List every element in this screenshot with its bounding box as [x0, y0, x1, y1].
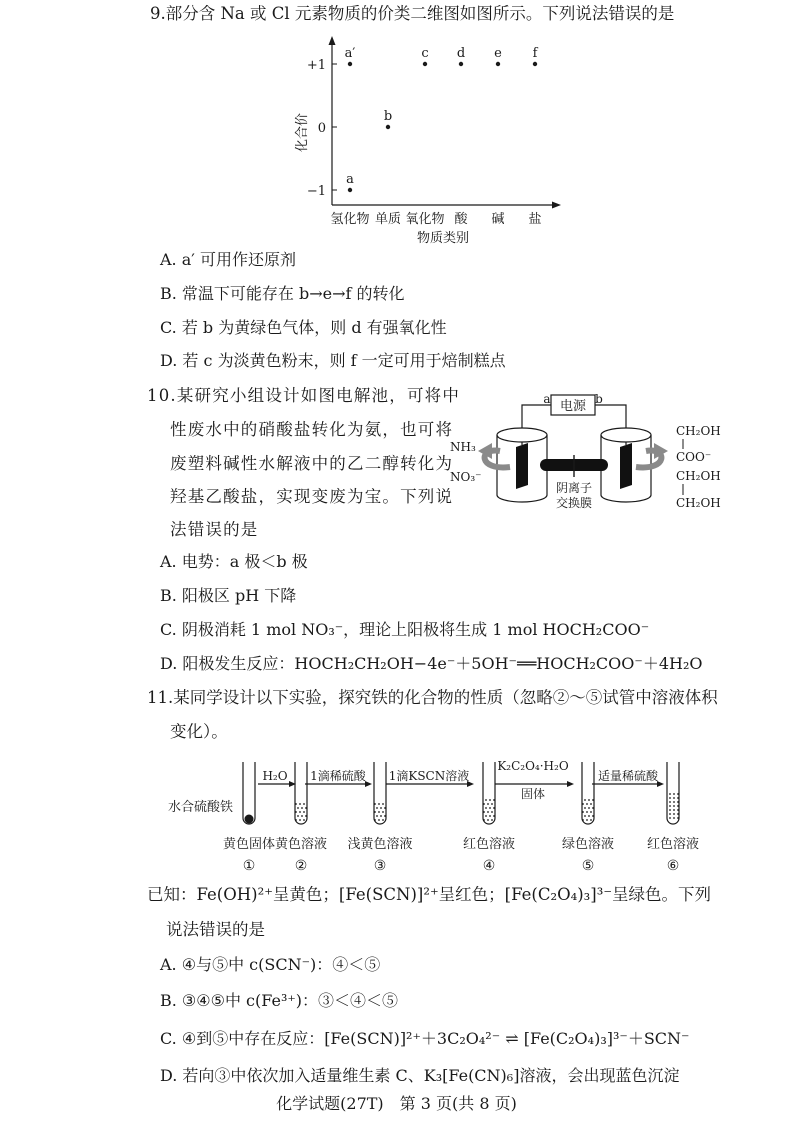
step-arrow-4 — [495, 759, 574, 801]
data-point-label: c — [421, 46, 429, 61]
q9-option-c: C. 若 b 为黄绿色气体，则 d 有强氧化性 — [160, 318, 447, 337]
x-tick-label: 氧化物 — [405, 212, 445, 227]
data-point-label: a — [346, 172, 354, 187]
y-axis-label: 化合价 — [295, 112, 310, 152]
data-point-label: a′ — [344, 46, 356, 61]
q11-known-line: 已知：Fe(OH)²⁺呈黄色；[Fe(SCN)]²⁺呈红色；[Fe(C₂O₄)₃]³⁻呈绿色。下列 — [147, 885, 712, 904]
x-tick-label: 盐 — [528, 212, 542, 227]
tube-number: ④ — [482, 858, 496, 874]
step-arrow-5 — [592, 768, 664, 787]
reactant-ch2oh-label: CH₂OH — [676, 496, 721, 510]
tube-description: 黄色溶液 — [274, 837, 328, 852]
iron-experiment-diagram — [0, 756, 793, 886]
q11-stem-line: 变化）。 — [170, 722, 228, 741]
power-label: 电源 — [559, 399, 587, 414]
q11-option-a: A. ④与⑤中 c(SCN⁻)：④＜⑤ — [160, 955, 381, 974]
q9-option-b: B. 常温下可能存在 b→e→f 的转化 — [160, 284, 405, 303]
data-point-label: d — [456, 46, 466, 61]
y-tick-label: 0 — [317, 121, 326, 136]
tube-description: 黄色固体 — [222, 837, 276, 852]
q9-stem: 9.部分含 Na 或 Cl 元素物质的价类二维图如图所示。下列说法错误的是 — [150, 4, 675, 23]
q10-stem-line: 法错误的是 — [170, 520, 259, 539]
tube-number: ② — [294, 858, 308, 874]
q10-stem-line: 性废水中的硝酸盐转化为氨，也可将 — [170, 420, 454, 439]
anode-electrode — [620, 443, 632, 489]
q11-option-b: B. ③④⑤中 c(Fe³⁺)：③＜④＜⑤ — [160, 991, 399, 1010]
membrane-label: 阴离子 — [555, 481, 593, 495]
q10-option-d: D. 阳极发生反应：HOCH₂CH₂OH−4e⁻＋5OH⁻══HOCH₂COO⁻＋4H₂O — [160, 654, 703, 673]
q10-stem-line: 羟基乙酸盐，实现变废为宝。下列说 — [170, 487, 454, 506]
tube-number: ① — [242, 858, 256, 874]
q9-option-d: D. 若 c 为淡黄色粉末，则 f 一定可用于焙制糕点 — [160, 351, 506, 370]
tube-description: 绿色溶液 — [561, 837, 615, 852]
cathode-electrode — [516, 443, 528, 489]
y-tick-label: +1 — [306, 58, 326, 73]
membrane-label: 交换膜 — [555, 496, 593, 510]
q10-option-c: C. 阴极消耗 1 mol NO₃⁻，理论上阳极将生成 1 mol HOCH₂COO⁻ — [160, 620, 650, 639]
x-axis-arrow — [552, 202, 561, 209]
tube-number: ⑤ — [581, 858, 595, 874]
no3-label: NO₃⁻ — [450, 470, 482, 484]
data-point-d — [459, 62, 463, 66]
step-sublabel: 固体 — [520, 787, 546, 801]
data-point-e — [496, 62, 500, 66]
step-label: K₂C₂O₄·H₂O — [497, 759, 569, 773]
tube-description: 浅黄色溶液 — [347, 837, 413, 852]
data-point-label: e — [494, 46, 502, 61]
data-point-a — [348, 188, 352, 192]
data-point-label: f — [532, 46, 538, 61]
page-footer: 化学试题(27T) 第 3 页(共 8 页) — [276, 1094, 517, 1113]
data-point-label: b — [383, 109, 393, 124]
reactant-ch2oh-label: CH₂OH — [676, 469, 721, 483]
x-tick-label: 氢化物 — [330, 212, 370, 227]
q11-known-line: 说法错误的是 — [166, 920, 265, 939]
tube-description: 红色溶液 — [462, 837, 516, 852]
q11-option-c: C. ④到⑤中存在反应：[Fe(SCN)]²⁺＋3C₂O₄²⁻ ⇌ [Fe(C₂O₄)₃]³⁻＋SCN⁻ — [160, 1029, 690, 1048]
solid-sample — [245, 815, 254, 824]
terminal-b-label: b — [595, 392, 603, 406]
data-point-f — [533, 62, 537, 66]
q10-option-a: A. 电势：a 极＜b 极 — [160, 552, 308, 571]
product-coo-label: COO⁻ — [676, 450, 712, 464]
step-arrow-1 — [258, 769, 296, 787]
tube-number: ③ — [373, 858, 387, 874]
x-tick-label: 单质 — [374, 212, 402, 227]
tube-number: ⑥ — [666, 858, 680, 874]
q11-option-d: D. 若向③中依次加入适量维生素 C、K₃[Fe(CN)₆]溶液，会出现蓝色沉淀 — [160, 1066, 680, 1085]
y-axis-arrow — [329, 36, 336, 45]
q11-stem-line: 11.某同学设计以下实验，探究铁的化合物的性质（忽略②～⑤试管中溶液体积 — [147, 688, 718, 707]
q10-stem-line: 10.某研究小组设计如图电解池，可将中 — [147, 386, 461, 405]
tube-description: 红色溶液 — [646, 837, 700, 852]
terminal-a-label: a — [543, 392, 551, 406]
x-tick-label: 酸 — [454, 212, 468, 227]
data-point-a-prime — [348, 62, 352, 66]
step-arrow-3 — [386, 768, 474, 787]
x-axis-label: 物质类别 — [416, 231, 470, 246]
data-point-b — [386, 125, 390, 129]
step-label: 1滴稀硫酸 — [310, 769, 366, 783]
product-ch2oh-label: CH₂OH — [676, 424, 721, 438]
start-reagent-label: 水合硫酸铁 — [168, 800, 234, 815]
q9-option-a: A. a′ 可用作还原剂 — [160, 250, 296, 269]
step-label: 1滴KSCN溶液 — [388, 769, 470, 783]
data-point-c — [423, 62, 427, 66]
test-tube-4 — [463, 762, 515, 874]
electrolysis-cell-diagram — [0, 385, 793, 535]
step-label: H₂O — [262, 769, 288, 783]
q10-stem-line: 废塑料碱性水解液中的乙二醇转化为 — [170, 454, 454, 473]
step-label: 适量稀硫酸 — [597, 769, 659, 783]
valence-class-chart — [0, 0, 793, 260]
y-tick-label: −1 — [306, 184, 326, 199]
nh3-label: NH₃ — [450, 440, 476, 454]
q10-option-b: B. 阳极区 pH 下降 — [160, 586, 297, 605]
x-tick-label: 碱 — [491, 212, 505, 227]
step-arrow-2 — [305, 768, 372, 787]
